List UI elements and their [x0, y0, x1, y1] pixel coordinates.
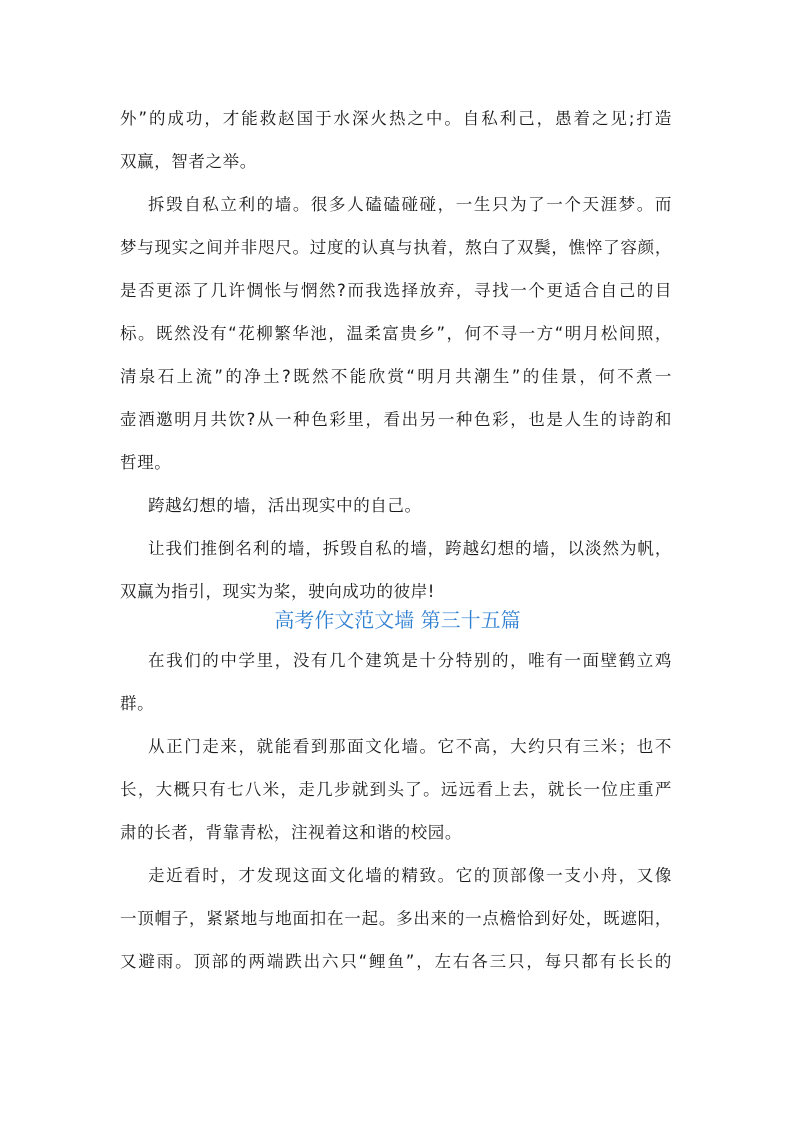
text-line: 让我们推倒名利的墙，拆毁自私的墙，跨越幻想的墙，以淡然为帆， [148, 539, 672, 558]
text-line: 走近看时，才发现这面文化墙的精致。它的顶部像一支小舟，又像 [148, 866, 672, 885]
text-line: 双赢，智者之举。 [120, 152, 257, 171]
text-line: 是否更添了几许惆怅与惘然?而我选择放弃，寻找一个更适合自己的目 [120, 281, 672, 300]
text-line: 肃的长者，背靠青松，注视着这和谐的校园。 [120, 823, 462, 842]
text-line: 长，大概只有七八米，走几步就到头了。远远看上去，就长一位庄重严 [120, 780, 672, 799]
text-line: 群。 [120, 694, 155, 713]
text-line: 在我们的中学里，没有几个建筑是十分特别的，唯有一面壁鹤立鸡 [148, 651, 672, 670]
text-line: 又避雨。顶部的两端跌出六只“鲤鱼”，左右各三只，每只都有长长的 [120, 952, 672, 971]
text-line: 跨越幻想的墙，活出现实中的自己。 [148, 496, 422, 515]
text-line: 哲理。 [120, 453, 172, 472]
text-line: 标。既然没有“花柳繁华池，温柔富贵乡”，何不寻一方“明月松间照， [120, 324, 672, 343]
text-line: 双赢为指引，现实为桨，驶向成功的彼岸! [120, 582, 436, 601]
text-line: 拆毁自私立利的墙。很多人磕磕碰碰，一生只为了一个天涯梦。而 [148, 195, 672, 214]
text-line: 壶酒邀明月共饮?从一种色彩里，看出另一种色彩，也是人生的诗韵和 [120, 410, 672, 429]
text-line: 清泉石上流”的净土?既然不能欣赏“明月共潮生”的佳景，何不煮一 [120, 367, 672, 386]
section-heading: 高考作文范文墙 第三十五篇 [274, 608, 521, 632]
text-line: 一顶帽子，紧紧地与地面扣在一起。多出来的一点檐恰到好处，既遮阳， [120, 909, 672, 928]
text-line: 梦与现实之间并非咫尺。过度的认真与执着，熬白了双鬓，憔悴了容颜， [120, 238, 672, 257]
text-line: 从正门走来，就能看到那面文化墙。它不高，大约只有三米；也不 [148, 737, 672, 756]
text-line: 外”的成功，才能救赵国于水深火热之中。自私利己，愚着之见;打造 [120, 109, 672, 128]
